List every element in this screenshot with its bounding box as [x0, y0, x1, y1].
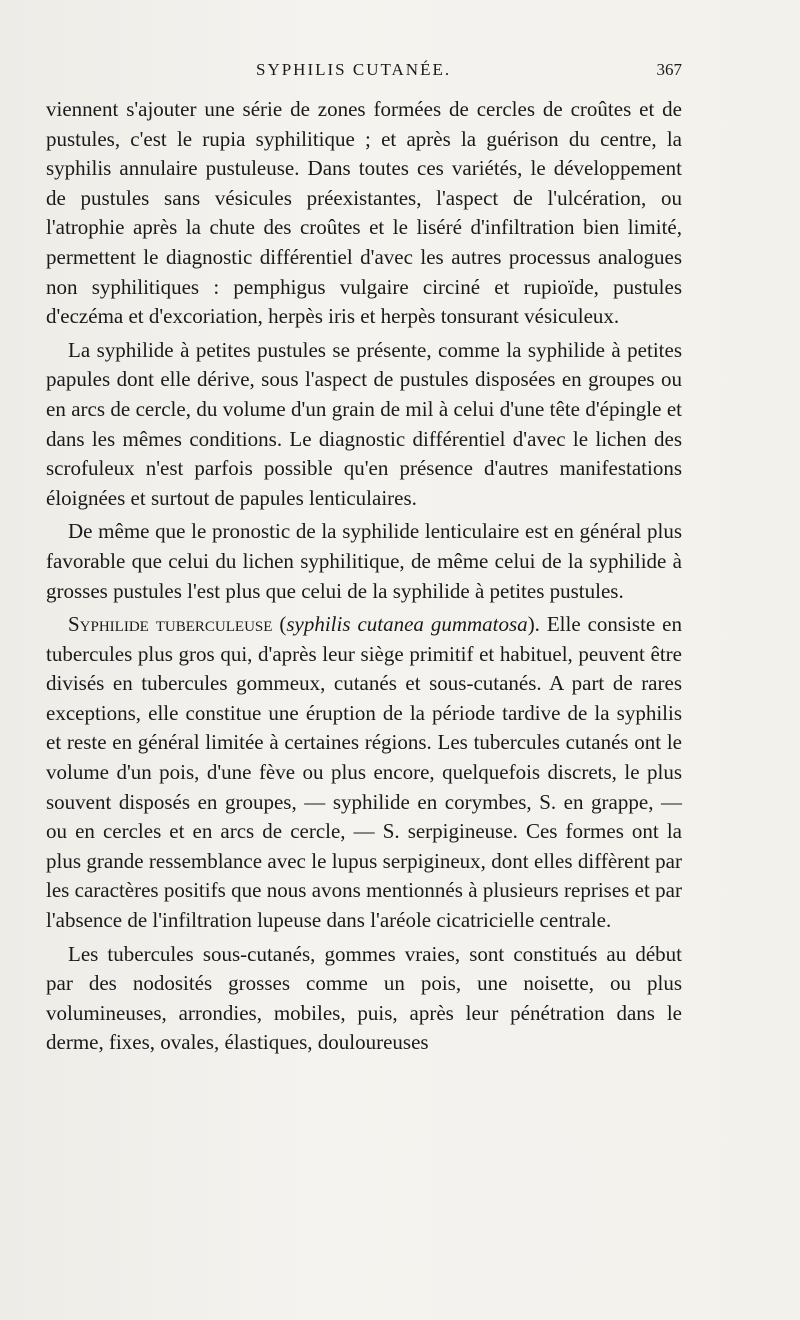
paren-close: ).	[527, 612, 547, 637]
page-number: 367	[656, 60, 682, 79]
paragraph-1: viennent s'ajouter une série de zones formées de cercles de croûtes et de pustules, c'est le rupia syphilitique ; et après la guérison du centre, la syphilis annulaire pustuleuse. Dans toutes ces variétés, le développement de pustules sans vésicules préexistantes, l'aspect de l'ulcération, ou l'atrophie après la chute des croûtes et le liséré d'infiltration bien limité, permettent le diagnostic différentiel d'avec les autres processus analogues non syphilitiques : pemphigus vulgaire circiné et rupioïde, pustules d'eczéma et d'excoriation, herpès iris et herpès tonsurant vésiculeux.	[46, 97, 682, 329]
section-heading: Syphilide tuberculeuse	[68, 612, 273, 637]
latin-term: syphilis cutanea gummatosa	[286, 612, 528, 637]
paragraph-2: La syphilide à petites pustules se présente, comme la syphilide à petites papules dont elle dérive, sous l'aspect de pustules disposées en groupes ou en arcs de cercle, du volume d'un grain de mil à celui d'une tête d'épingle et dans les mêmes conditions. Le diagnostic différentiel d'avec le lichen des scrofuleux n'est parfois possible qu'en présence d'autres manifestations éloignées et surtout de papules lenticulaires.	[46, 337, 682, 510]
paragraph-4-text: Elle consiste en tubercules plus gros qui, d'après leur siège primitif et habituel, peuvent être divisés en tubercules gommeux, cutanés et sous-cutanés. A part de rares exceptions, elle constitue une éruption de la période tardive de la syphilis et reste en général limitée à certaines régions. Les tubercules cutanés ont le volume d'un pois, d'une fève ou plus encore, quelquefois discrets, le plus souvent disposés en groupes, — syphilide en corymbes, S. en grappe, — ou en cercles et en arcs de cercle, — S. serpigineuse. Ces formes ont la plus grande ressemblance avec le lupus serpigineux, dont elles diffèrent par les caractères positifs que nous avons mentionnés à plusieurs reprises et par l'absence de l'infiltration lupeuse dans l'aréole cicatricielle centrale.	[46, 612, 682, 933]
paragraph-3: De même que le pronostic de la syphilide lenticulaire est en général plus favorable que celui du lichen syphilitique, de même celui de la syphilide à grosses pustules l'est plus que celui de la syphilide à petites pustules.	[46, 519, 682, 603]
body-text	[46, 95, 682, 1062]
paragraph-5: Les tubercules sous-cutanés, gommes vraies, sont constitués au début par des nodosités grosses comme un pois, une noisette, ou plus volumineuses, arrondies, mobiles, puis, après leur pénétration dans le derme, fixes, ovales, élastiques, douloureuses	[46, 941, 682, 1055]
paren-open: (	[272, 612, 287, 637]
page-header	[46, 60, 682, 88]
paragraph-4	[46, 610, 682, 936]
running-title: SYPHILIS CUTANÉE.	[256, 60, 452, 79]
